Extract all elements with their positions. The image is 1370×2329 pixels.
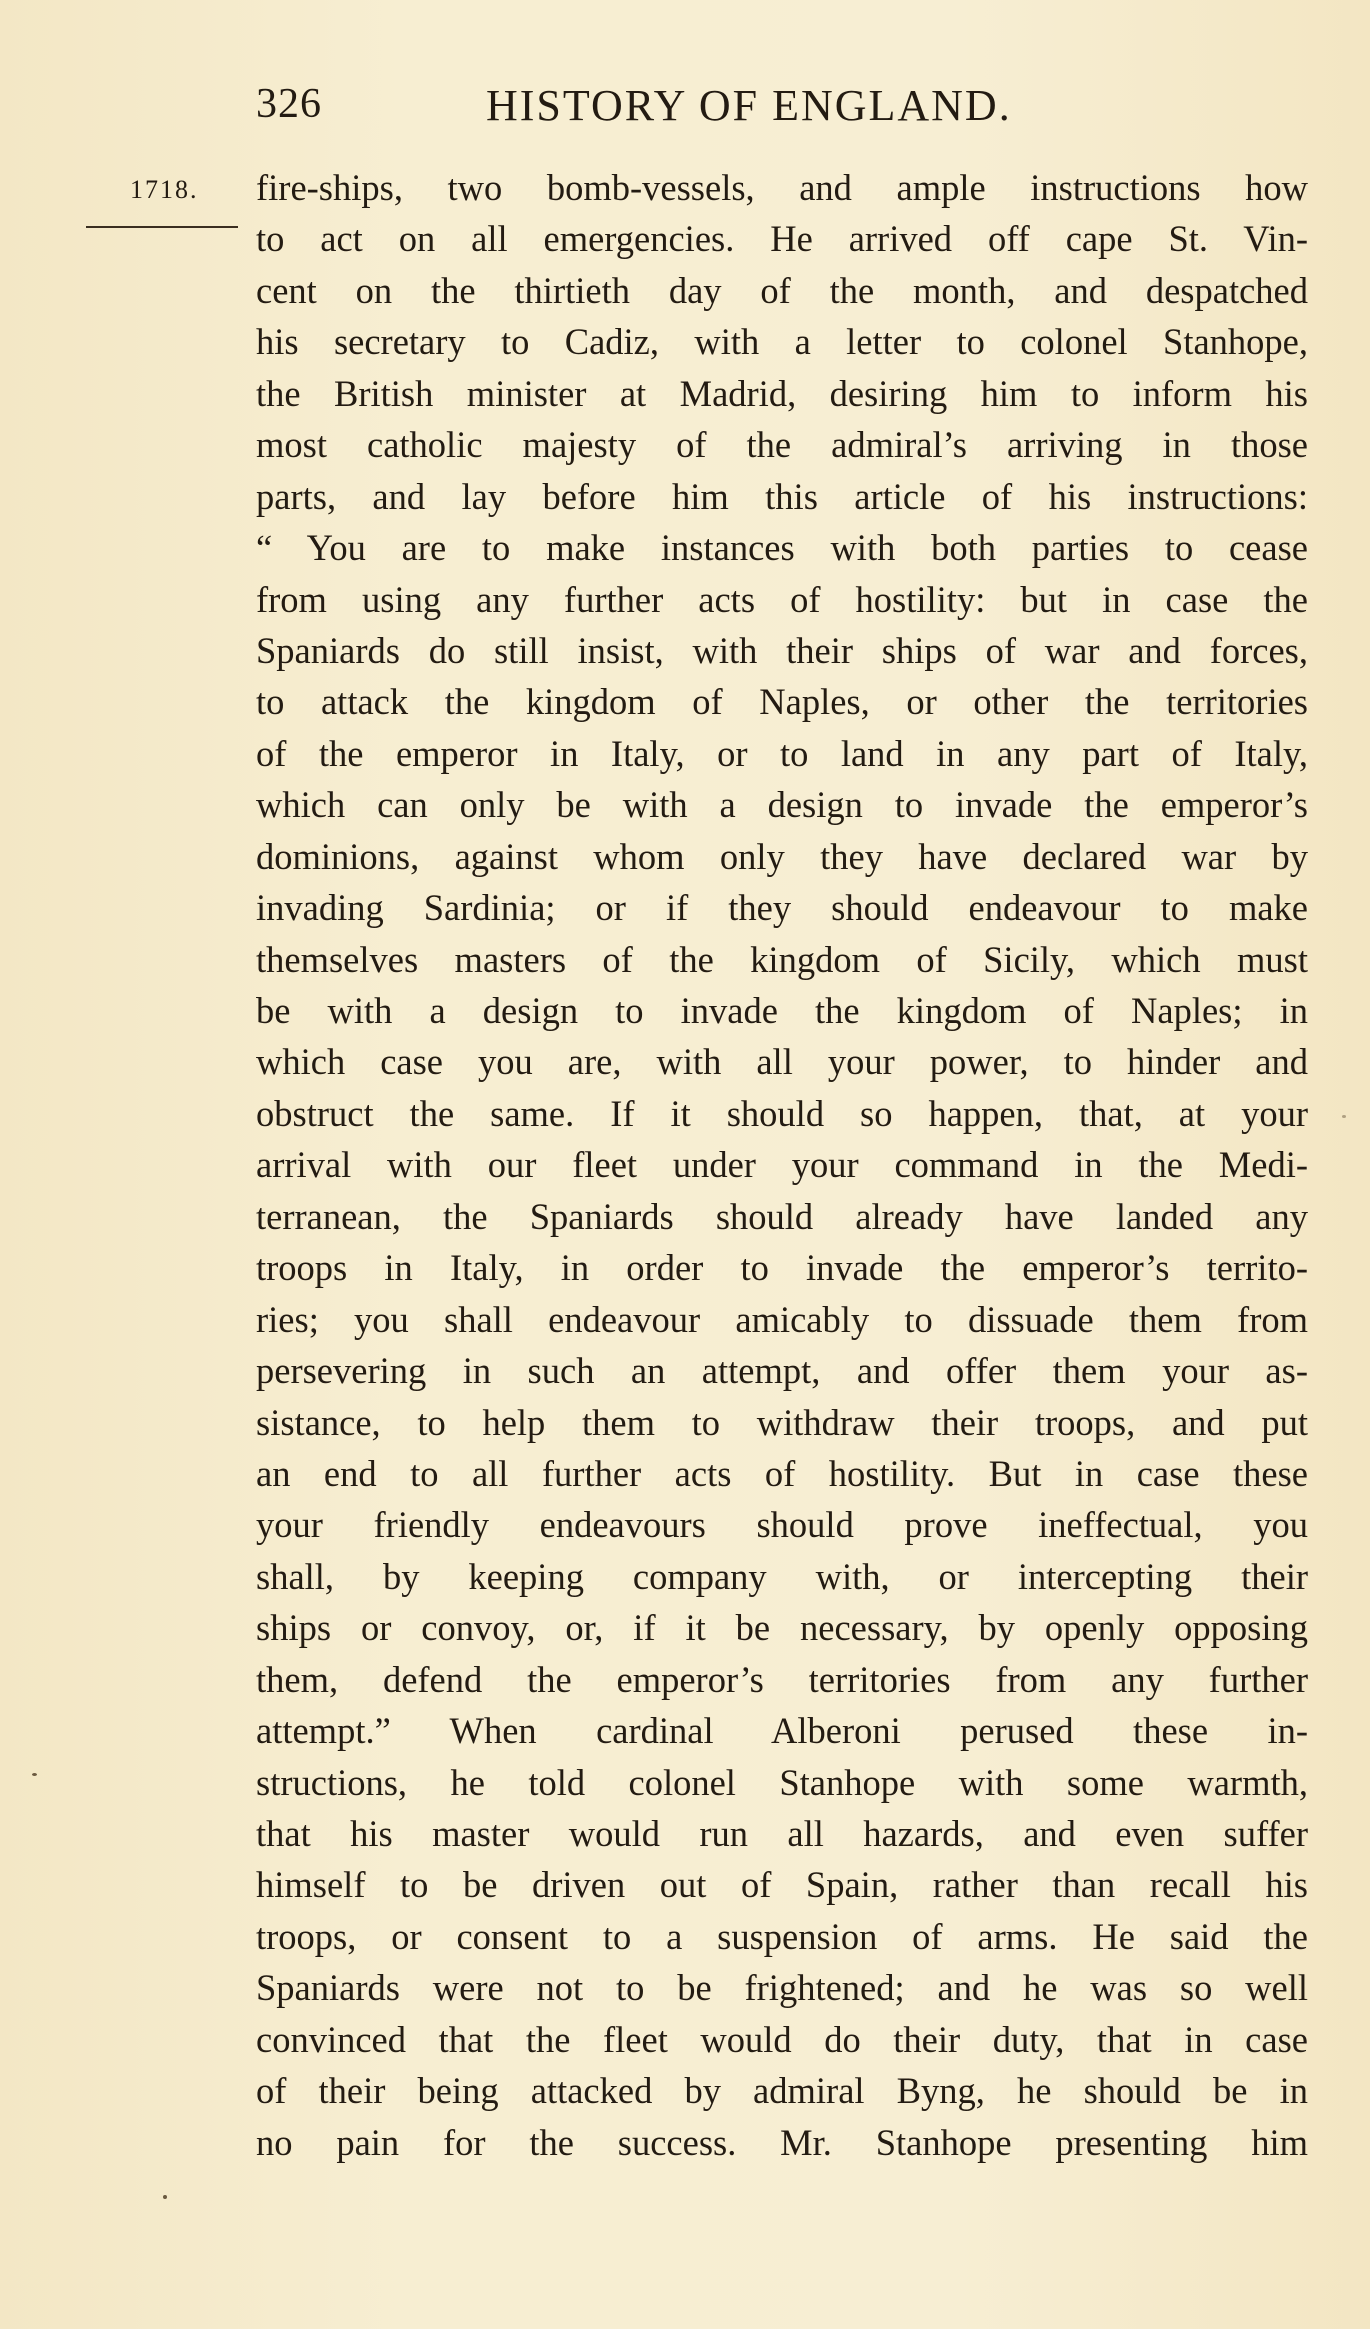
- text-line: dominions, against whom only they have declared war by: [256, 835, 1308, 877]
- text-line: to act on all emergencies. He arrived off cape St. Vin-: [256, 218, 1308, 260]
- margin-year-note: 1718.: [130, 175, 199, 204]
- text-line: be with a design to invade the kingdom of Naples; in: [256, 990, 1308, 1031]
- text-line: the British minister at Madrid, desiring him to inform his: [256, 372, 1308, 414]
- text-line: of the emperor in Italy, or to land in any part of Italy,: [256, 732, 1308, 774]
- text-line: attempt.” When cardinal Alberoni perused these in-: [256, 1710, 1308, 1752]
- text-line: his secretary to Cadiz, with a letter to colonel Stanhope,: [256, 321, 1308, 363]
- text-line: ries; you shall endeavour amicably to dissuade them from: [256, 1298, 1308, 1340]
- text-line: themselves masters of the kingdom of Sicily, which must: [256, 938, 1308, 980]
- text-line: most catholic majesty of the admiral’s arriving in those: [256, 424, 1308, 466]
- text-line: that his master would run all hazards, and even suffer: [256, 1813, 1308, 1854]
- paper-speck: [163, 2195, 167, 2199]
- page-header: [256, 80, 1076, 140]
- text-line: Spaniards were not to be frightened; and he was so well: [256, 1967, 1308, 2009]
- text-line: shall, by keeping company with, or intercepting their: [256, 1555, 1308, 1597]
- text-line: fire-ships, two bomb-vessels, and ample instructions how: [256, 167, 1308, 208]
- text-line: terranean, the Spaniards should already have landed any: [256, 1195, 1308, 1237]
- paper-speck: [1342, 1115, 1346, 1118]
- text-line: them, defend the emperor’s territories from any further: [256, 1658, 1308, 1700]
- text-line: troops, or consent to a suspension of arms. He said the: [256, 1915, 1308, 1957]
- text-line: troops in Italy, in order to invade the emperor’s territo-: [256, 1247, 1308, 1289]
- text-line: which can only be with a design to invade the emperor’s: [256, 784, 1308, 826]
- page-number: 326: [256, 81, 322, 127]
- text-line: no pain for the success. Mr. Stanhope presenting him: [256, 2121, 1308, 2163]
- text-line: persevering in such an attempt, and offer them your as-: [256, 1350, 1308, 1392]
- text-line: an end to all further acts of hostility. But in case these: [256, 1452, 1308, 1494]
- text-line: ships or convoy, or, if it be necessary, by openly opposing: [256, 1607, 1308, 1649]
- body-text: [256, 162, 1308, 2168]
- margin-rule: [86, 226, 238, 228]
- text-line: sistance, to help them to withdraw their troops, and put: [256, 1401, 1308, 1443]
- text-line: “ You are to make instances with both parties to cease: [256, 527, 1308, 569]
- text-line: your friendly endeavours should prove ineffectual, you: [256, 1504, 1308, 1546]
- paper-speck: [32, 1773, 37, 1776]
- text-line: which case you are, with all your power, to hinder and: [256, 1041, 1308, 1083]
- running-title: HISTORY OF ENGLAND.: [486, 81, 1012, 130]
- text-line: to attack the kingdom of Naples, or other the territories: [256, 681, 1308, 723]
- text-line: structions, he told colonel Stanhope with some warmth,: [256, 1761, 1308, 1803]
- text-line: obstruct the same. If it should so happen, that, at your: [256, 1092, 1308, 1134]
- text-line: invading Sardinia; or if they should endeavour to make: [256, 887, 1308, 929]
- text-line: convinced that the fleet would do their duty, that in case: [256, 2018, 1308, 2060]
- text-line: parts, and lay before him this article of his instructions:: [256, 475, 1308, 517]
- text-line: of their being attacked by admiral Byng, he should be in: [256, 2070, 1308, 2112]
- text-line: cent on the thirtieth day of the month, and despatched: [256, 269, 1308, 311]
- text-line: arrival with our fleet under your command in the Medi-: [256, 1144, 1308, 1186]
- text-line: Spaniards do still insist, with their ships of war and forces,: [256, 629, 1308, 671]
- text-line: himself to be driven out of Spain, rather than recall his: [256, 1864, 1308, 1906]
- text-line: from using any further acts of hostility: but in case the: [256, 578, 1308, 620]
